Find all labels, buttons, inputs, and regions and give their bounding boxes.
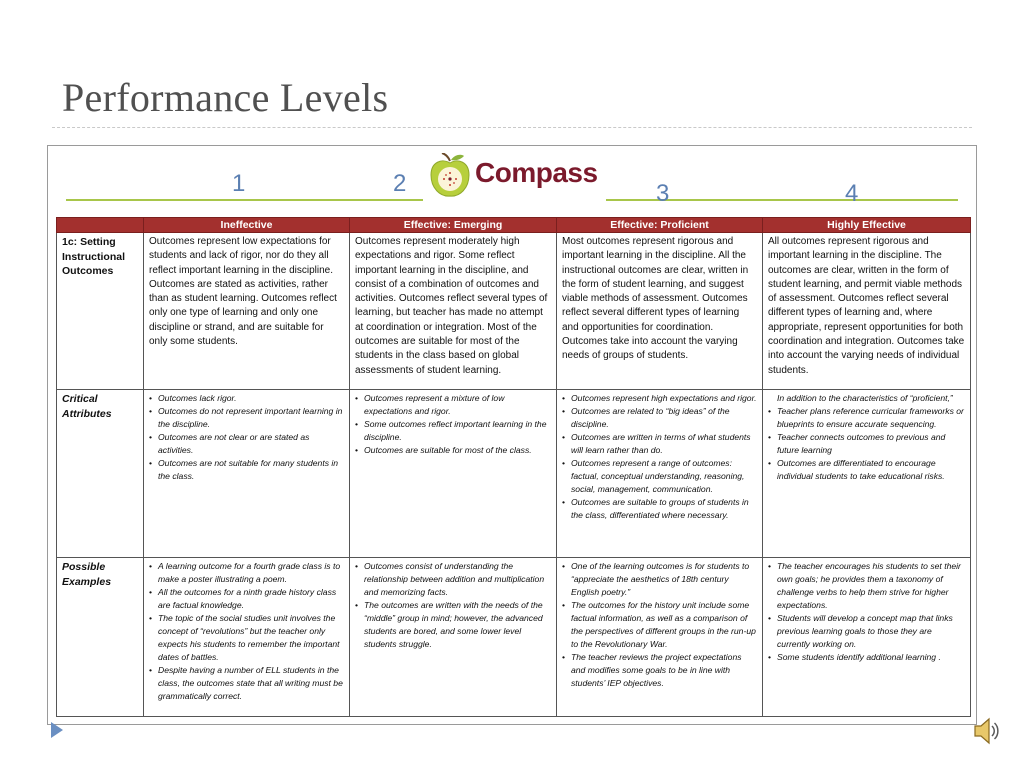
cell-ineffective — [144, 390, 350, 558]
cell-effective-proficient: Most outcomes represent rigorous and important learning in the discipline. All the instructional outcomes are clear, written in the form of student learning, and suggest viable methods of assessment. Outcomes reflect several different types of learning and opportunities for coordination. Outcomes take into account the varying needs of groups of students. — [557, 233, 763, 390]
list-item: • Outcomes lack rigor. — [149, 392, 344, 405]
list-item: • Outcomes are suitable to groups of students in the class, differentiated where necessary. — [562, 496, 757, 522]
list-item: • A learning outcome for a fourth grade class is to make a poster illustrating a poem. — [149, 560, 344, 586]
level-number-4: 4 — [845, 180, 859, 207]
rubric-header-row — [57, 218, 971, 233]
rubric-table — [56, 217, 971, 717]
list-item: • All the outcomes for a ninth grade history class are factual knowledge. — [149, 586, 344, 612]
cell-highly-effective — [763, 558, 971, 717]
logo-text: Compass — [475, 157, 598, 188]
list-item: • Outcomes are differentiated to encourage individual students to take educational risks. — [768, 457, 965, 483]
level-scale-line-left — [66, 199, 423, 201]
apple-icon — [428, 153, 472, 199]
cell-effective-proficient — [557, 390, 763, 558]
list-item: • Students will develop a concept map that links previous learning goals to those they are currently working on. — [768, 612, 965, 651]
cell-effective-emerging — [350, 558, 557, 717]
header-highly-effective: Highly Effective — [763, 218, 971, 233]
cell-highly-effective: All outcomes represent rigorous and important learning in the discipline. The outcomes are clear, written in the form of student learning, and permit viable methods of assessment. Outcomes reflect several different types of learning and, where appropriate, represent opportunities for both coordination and integration. Outcomes take into account the varying needs of individual students. — [763, 233, 971, 390]
cell-ineffective: Outcomes represent low expectations for students and lack of rigor, nor do they all reflect important learning in the discipline. Outcomes are stated as activities, rather than as student learning. Outcomes reflect only one type of learning and only one discipline or strand, and are suitable for only some students. — [144, 233, 350, 390]
speaker-icon[interactable] — [972, 714, 1002, 748]
row-critical-attributes — [57, 390, 971, 558]
cell-effective-proficient — [557, 558, 763, 717]
list-item: • The outcomes are written with the needs of the “middle” group in mind; however, the advanced students are bored, and some lower level students struggle. — [355, 599, 551, 651]
list-item: • Teacher plans reference curricular frameworks or blueprints to ensure accurate sequencing. — [768, 405, 965, 431]
level-number-3: 3 — [656, 180, 670, 207]
row-setting-instructional-outcomes — [57, 233, 971, 390]
header-effective-proficient: Effective: Proficient — [557, 218, 763, 233]
list-item: • Outcomes do not represent important learning in the discipline. — [149, 405, 344, 431]
header-effective-emerging: Effective: Emerging — [350, 218, 557, 233]
level-number-2: 2 — [393, 170, 407, 197]
list-item: • One of the learning outcomes is for students to “appreciate the aesthetics of 18th century English poetry.” — [562, 560, 757, 599]
list-item: • The teacher reviews the project expectations and modifies some goals to be in line with students’ IEP objectives. — [562, 651, 757, 690]
row-label: Critical Attributes — [57, 390, 144, 558]
slide-title: Performance Levels — [62, 75, 389, 120]
list-item: In addition to the characteristics of “proficient,” — [777, 393, 953, 403]
list-item: • The teacher encourages his students to set their own goals; he provides them a taxonomy of challenge verbs to help them strive for higher expectations. — [768, 560, 965, 612]
row-label: 1c: Setting Instructional Outcomes — [57, 233, 144, 390]
cell-ineffective — [144, 558, 350, 717]
play-arrow-icon[interactable] — [51, 722, 63, 738]
row-label: Possible Examples — [57, 558, 144, 717]
cell-effective-emerging: Outcomes represent moderately high expectations and rigor. Some reflect important learning in the discipline, and consist of a combination of outcomes and activities. Outcomes reflect several types of learning, but teacher has made no attempt at coordination or integration. Most of the outcomes are suitable for most of the students in the class based on global assessments of student learning. — [350, 233, 557, 390]
list-item: • Outcomes represent a mixture of low expectations and rigor. — [355, 392, 551, 418]
list-item: • Some students identify additional learning . — [768, 651, 965, 664]
list-item: • Despite having a number of ELL students in the class, the outcomes state that all writing must be grammatically correct. — [149, 664, 344, 703]
list-item: • Outcomes are not suitable for many students in the class. — [149, 457, 344, 483]
list-item: • Teacher connects outcomes to previous and future learning — [768, 431, 965, 457]
cell-effective-emerging — [350, 390, 557, 558]
title-divider — [52, 127, 972, 128]
list-item: • Outcomes are written in terms of what students will learn rather than do. — [562, 431, 757, 457]
header-corner — [57, 218, 144, 233]
list-item: • Outcomes consist of understanding the relationship between addition and multiplication and memorizing facts. — [355, 560, 551, 599]
list-item: • Outcomes are not clear or are stated as activities. — [149, 431, 344, 457]
list-item: • Outcomes represent a range of outcomes: factual, conceptual understanding, reasoning, social, management, communication. — [562, 457, 757, 496]
list-item: • Outcomes are suitable for most of the class. — [355, 444, 551, 457]
header-ineffective: Ineffective — [144, 218, 350, 233]
compass-logo — [428, 153, 598, 199]
row-possible-examples — [57, 558, 971, 717]
list-item: • Outcomes are related to “big ideas” of the discipline. — [562, 405, 757, 431]
cell-highly-effective — [763, 390, 971, 558]
list-item: • Outcomes represent high expectations and rigor. — [562, 392, 757, 405]
level-number-1: 1 — [232, 170, 246, 197]
list-item: • The topic of the social studies unit involves the concept of “revolutions” but the teacher only expects his students to remember the important dates of battles. — [149, 612, 344, 664]
list-item: • The outcomes for the history unit include some factual information, as well as a comparison of the perspectives of different groups in the run-up to the Revolutionary War. — [562, 599, 757, 651]
list-item: • Some outcomes reflect important learning in the discipline. — [355, 418, 551, 444]
